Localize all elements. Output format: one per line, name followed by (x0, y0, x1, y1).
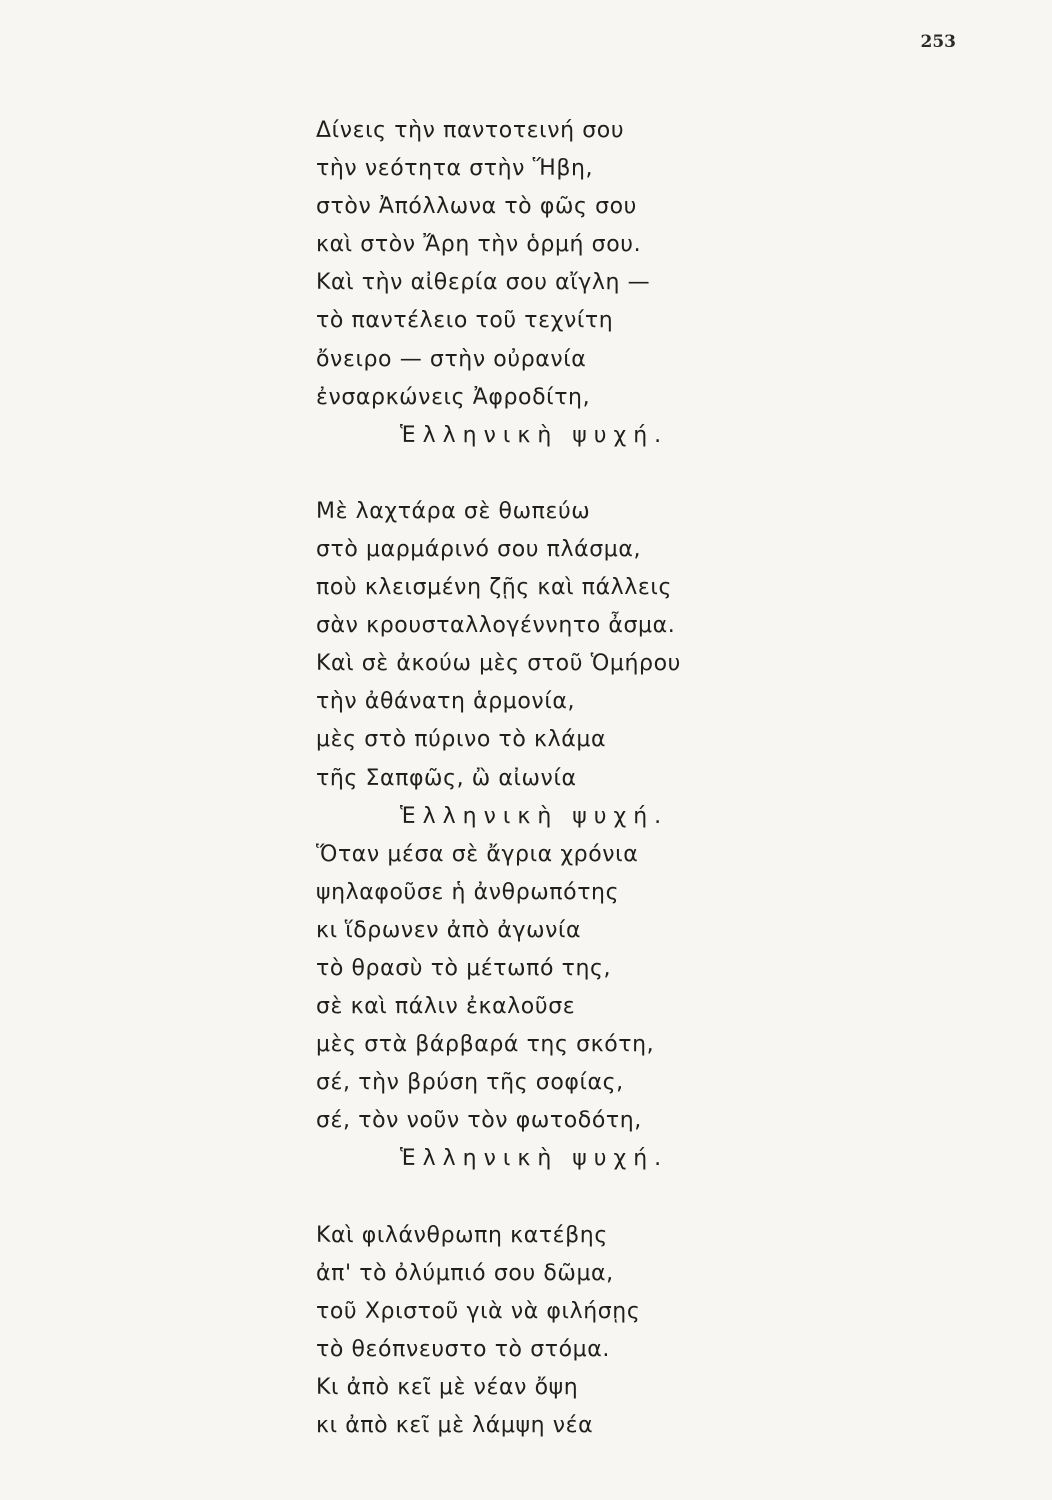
stanza-2 (316, 493, 956, 836)
poem-line: τὴν ἀθάνατη ἁρμονία, (316, 689, 576, 715)
poem-line: τῆς Σαπφῶς, ὢ αἰωνία (316, 765, 577, 791)
stanza-1 (316, 112, 956, 455)
poem-line: τοῦ Χριστοῦ γιὰ νὰ φιλήσῃς (316, 1298, 641, 1324)
poem-line: Καὶ φιλάνθρωπη κατέβης (316, 1222, 608, 1248)
poem-line: σέ, τὸν νοῦν τὸν φωτοδότη, (316, 1108, 642, 1134)
poem-line: σὲ καὶ πάλιν ἐκαλοῦσε (316, 994, 576, 1020)
poem-line: κι ἀπὸ κεῖ μὲ λάμψη νέα (316, 1413, 594, 1438)
poem-line: Δίνεις τὴν παντοτεινή σου (316, 118, 625, 143)
poem-refrain: Ἑλληνικὴ ψυχή. (400, 1146, 669, 1172)
poem-line: μὲς στὸ πύρινο τὸ κλάμα (316, 727, 607, 753)
poem-line: τὸ θεόπνευστο τὸ στόμα. (316, 1336, 610, 1362)
poem-line: κι ἵδρωνεν ἀπὸ ἀγωνία (316, 917, 582, 943)
poem-line: ποὺ κλεισμένη ζῇς καὶ πάλλεις (316, 575, 672, 601)
poem-line: ἐνσαρκώνεις Ἀφροδίτη, (316, 384, 591, 410)
poem-line: Καὶ τὴν αἰθερία σου αἴγλη — (316, 270, 651, 296)
poem-line: καὶ στὸν Ἄρη τὴν ὁρμή σου. (316, 232, 642, 258)
page-number: 253 (920, 32, 956, 52)
poem-refrain: Ἑλληνικὴ ψυχή. (400, 422, 669, 448)
poem-line: στὸ μαρμάρινό σου πλάσμα, (316, 536, 642, 562)
poem-line: μὲς στὰ βάρβαρά της σκότη, (316, 1032, 655, 1058)
stanza-4 (316, 1217, 956, 1446)
stanza-3 (316, 836, 956, 1179)
poem-line: τὸ θρασὺ τὸ μέτωπό της, (316, 955, 612, 981)
poem-line: Μὲ λαχτάρα σὲ θωπεύω (316, 498, 591, 524)
poem-line: Κι ἀπὸ κεῖ μὲ νέαν ὄψη (316, 1374, 579, 1400)
poem (316, 112, 956, 1445)
poem-line: ψηλαφοῦσε ἡ ἀνθρωπότης (316, 879, 620, 905)
poem-line: τὸ παντέλειο τοῦ τεχνίτη (316, 308, 614, 334)
poem-line: Ὅταν μέσα σὲ ἄγρια χρόνια (316, 841, 639, 867)
poem-line: τὴν νεότητα στὴν Ἥβη, (316, 156, 594, 182)
poem-line: Καὶ σὲ ἀκούω μὲς στοῦ Ὁμήρου (316, 651, 681, 677)
poem-line: σὰν κρουσταλλογέννητο ἆσμα. (316, 613, 676, 639)
poem-line: στὸν Ἀπόλλωνα τὸ φῶς σου (316, 194, 638, 220)
poem-line: ὄνειρο — στὴν οὐρανία (316, 346, 587, 372)
poem-line: σέ, τὴν βρύση τῆς σοφίας, (316, 1070, 624, 1096)
poem-refrain: Ἑλληνικὴ ψυχή. (400, 803, 669, 829)
poem-line: ἀπ' τὸ ὀλύμπιό σου δῶμα, (316, 1260, 614, 1286)
